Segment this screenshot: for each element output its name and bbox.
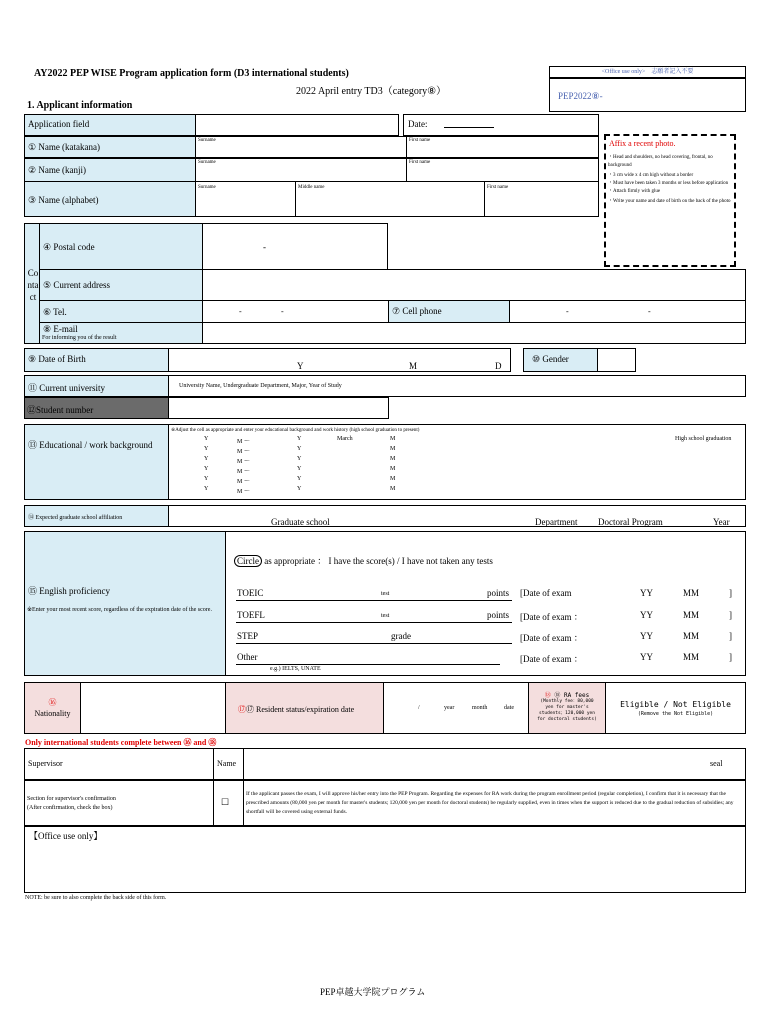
cell-phone-label-cell — [388, 300, 510, 323]
cell-phone-label: ⑦ Cell phone — [392, 306, 442, 316]
test-unit: grade — [391, 631, 411, 641]
tel-dash: - — [239, 307, 242, 316]
date-cell[interactable] — [403, 114, 599, 136]
circle-rest: as appropriate ： I have the score(s) / I have not taken any tests — [262, 556, 493, 566]
resident-slash: / — [418, 705, 420, 711]
circle-instruction — [234, 554, 493, 567]
nationality-number: ⑯ — [48, 698, 57, 707]
test-unit-small: test — [381, 613, 390, 619]
test-yy: YY — [640, 610, 653, 620]
english-label: ⑮ English proficiency — [28, 586, 110, 596]
student-number-field[interactable] — [168, 397, 389, 419]
edu-year-to: Y — [297, 466, 302, 472]
name-katakana-label-cell — [24, 136, 196, 158]
education-label-cell — [24, 424, 169, 500]
email-label-cell — [39, 322, 203, 344]
photo-box[interactable] — [604, 134, 736, 267]
cell-dash: - — [648, 307, 651, 316]
test-unit-small: test — [381, 591, 390, 597]
date-underline — [444, 127, 494, 128]
ra-line: students；120,000 yen — [539, 711, 595, 716]
eligible-field[interactable] — [605, 682, 746, 734]
edu-year-from: Y — [204, 466, 209, 472]
contact-label-cell — [24, 223, 40, 344]
address-field[interactable] — [202, 269, 746, 301]
test-name: STEP — [237, 631, 259, 641]
test-unit: points — [487, 610, 510, 620]
resident-label-cell: ⑰⑰ Resident status/expiration date — [225, 682, 384, 734]
alphabet-middlename-field[interactable] — [295, 181, 485, 217]
edu-month-to: M — [390, 436, 396, 442]
postal-code-field[interactable] — [202, 223, 388, 270]
education-note: ※Adjust the cell as appropriate and enter your educational background and work history (high school graduation to present) — [171, 428, 420, 433]
resident-label: ⑰ Resident status/expiration date — [246, 705, 355, 714]
test-yy: YY — [640, 631, 653, 641]
edu-month-prefix: March — [337, 436, 353, 442]
test-close: ] — [729, 588, 732, 598]
name-kanji-label: ② Name (kanji) — [28, 165, 87, 175]
gender-label-cell — [523, 348, 598, 372]
email-label: ⑧ E-mail — [43, 324, 78, 334]
office-id-box — [549, 78, 746, 112]
test-mm: MM — [683, 610, 700, 620]
english-field[interactable] — [225, 531, 746, 676]
resident-month: month — [472, 705, 488, 711]
photo-line: ・Attach firmly with glue — [608, 189, 661, 194]
name-alphabet-label-cell — [24, 181, 196, 217]
katakana-surname-field[interactable] — [195, 136, 407, 158]
edu-year-from: Y — [204, 436, 209, 442]
supervisor-row — [24, 748, 746, 780]
section-title: 1. Applicant information — [27, 100, 133, 111]
grad-school-label-cell — [24, 505, 169, 527]
other-example: e.g.) IELTS, UNATE — [270, 666, 321, 672]
office-id: PEP2022⑧- — [558, 91, 603, 101]
first-name-label: First name — [487, 185, 509, 190]
edu-note: High school graduation — [675, 436, 732, 442]
middle-name-label: Middle name — [298, 185, 325, 190]
surname-label: Surname — [198, 160, 216, 165]
edu-month-to: M — [390, 456, 396, 462]
divider — [213, 749, 214, 779]
footer-program: PEP卓越大学院プログラム — [320, 987, 426, 997]
dob-month-mark: M — [409, 361, 418, 371]
postal-dash: - — [263, 242, 266, 252]
student-number-label: ⑫Student number — [27, 405, 94, 415]
ra-fees-cell: ⑱ ⑱ RA fees (Monthly fee：80,000 yen for master's students；120,000 yen for doctoral students) — [528, 682, 606, 734]
edu-month-from: M ～ — [237, 479, 250, 485]
office-use-label: 【Office use only】 — [29, 831, 103, 841]
ra-title: ⑱ RA fees — [554, 692, 590, 699]
katakana-firstname-field[interactable] — [406, 136, 599, 158]
postal-code-label: ④ Postal code — [43, 242, 95, 252]
test-date-label: [Date of exam ： — [520, 633, 583, 643]
email-note: For informing you of the result — [42, 335, 117, 341]
tel-dash: - — [281, 307, 284, 316]
international-note: Only international students complete between ⑯ and ⑱ — [25, 738, 217, 747]
education-field[interactable] — [168, 424, 746, 500]
kanji-surname-field[interactable] — [195, 158, 407, 182]
edu-month-from: M ～ — [237, 489, 250, 495]
office-use-note: <Office use only> 志願者記入不要 — [601, 69, 694, 75]
confirmation-label-line: (After confirmation, check the box) — [27, 805, 113, 811]
surname-label: Surname — [198, 185, 216, 190]
gender-field[interactable] — [597, 348, 636, 372]
contact-label: Co nta ct — [27, 268, 39, 302]
tel-field[interactable] — [202, 300, 389, 323]
tel-label: ⑥ Tel. — [43, 307, 67, 317]
english-note: ※Enter your most recent score, regardless of the expiration date of the score. — [27, 607, 212, 613]
edu-year-to: Y — [297, 436, 302, 442]
confirmation-checkbox[interactable]: ☐ — [221, 797, 230, 807]
divider — [213, 781, 214, 825]
edu-month-to: M — [390, 446, 396, 452]
edu-month-from: M ～ — [237, 469, 250, 475]
test-date-label: [Date of exam — [520, 588, 572, 598]
date-label: Date: — [408, 119, 428, 129]
university-field[interactable] — [168, 375, 746, 397]
test-date-label: [Date of exam ： — [520, 612, 583, 622]
tel-label-cell — [39, 300, 203, 323]
confirmation-label — [27, 795, 116, 813]
edu-year-from: Y — [204, 446, 209, 452]
eligible-text: Eligible / Not Eligible — [620, 700, 731, 709]
test-yy: YY — [640, 652, 653, 662]
photo-line: ・3 cm wide x 4 cm high without a border — [608, 173, 694, 178]
supervisor-label: Supervisor — [28, 759, 63, 768]
english-label-cell — [24, 531, 226, 676]
confirmation-text: If the applicant passes the exam, I will approve his/her entry into the PEP Program. Regarding the expenses for RA work during the program enrollment period (regular completion), I confirm that it is necessary that the prescribed amounts (80,000 yen per month for master's students; 120,000 yen per month for doctoral students) be regularly supplied, even in times when the support is reduced due to the gradual reduction of subsidies; any shortfall will be covered using external funds. — [246, 791, 734, 815]
name-kanji-label-cell — [24, 158, 196, 182]
doctoral-program-text: Doctoral Program — [598, 517, 663, 527]
edu-month-from: M ～ — [237, 449, 250, 455]
edu-year-from: Y — [204, 486, 209, 492]
edu-month-to: M — [390, 486, 396, 492]
cell-phone-field[interactable] — [509, 300, 746, 323]
surname-label: Surname — [198, 138, 216, 143]
office-use-box — [24, 826, 746, 893]
edu-year-to: Y — [297, 476, 302, 482]
test-yy: YY — [640, 588, 653, 598]
test-name: Other — [237, 652, 258, 662]
test-name: TOEFL — [237, 610, 265, 620]
ra-line: (Monthly fee：80,000 — [540, 699, 594, 704]
university-label-cell — [24, 375, 169, 397]
confirmation-label-line: Section for supervisor's confirmation — [27, 796, 116, 802]
address-label-cell — [39, 269, 203, 301]
test-score-line[interactable] — [236, 643, 512, 644]
footer-note: NOTE: be sure to also complete the back side of this form. — [25, 895, 167, 901]
education-label: ⑬ Educational / work background — [28, 440, 153, 450]
resident-field[interactable] — [383, 682, 529, 734]
nationality-label: Nationality — [34, 709, 71, 718]
nationality-label-cell — [24, 682, 81, 734]
first-name-label: First name — [409, 138, 431, 143]
photo-line: ・Head and shoulders, no head covering, frontal, no background — [608, 155, 713, 168]
eligible-note: (Remove the Not Eligible) — [637, 711, 714, 717]
test-unit: points — [487, 588, 510, 598]
edu-month-from: M ～ — [237, 459, 250, 465]
dob-label: ⑨ Date of Birth — [28, 354, 86, 364]
photo-title: Affix a recent photo. — [609, 139, 676, 148]
test-close: ] — [729, 631, 732, 641]
year-text: Year — [713, 517, 730, 527]
grad-school-text: Graduate school — [271, 517, 330, 527]
edu-year-to: Y — [297, 456, 302, 462]
resident-year: year — [444, 705, 455, 711]
gender-label: ⑩ Gender — [532, 354, 569, 364]
ra-lines — [529, 699, 605, 723]
alphabet-surname-field[interactable] — [195, 181, 296, 217]
office-use-header — [549, 66, 746, 78]
dob-label-cell — [24, 348, 169, 372]
edu-year-to: Y — [297, 446, 302, 452]
supervisor-name-label: Name — [217, 759, 237, 768]
email-field[interactable] — [202, 322, 746, 344]
edu-month-from: M ～ — [237, 439, 250, 445]
first-name-label: First name — [409, 160, 431, 165]
test-score-line[interactable] — [236, 600, 512, 601]
test-mm: MM — [683, 631, 700, 641]
photo-line: ・Write your name and date of birth on the back of the photo — [608, 199, 731, 204]
edu-month-to: M — [390, 466, 396, 472]
name-alphabet-label: ③ Name (alphabet) — [28, 195, 99, 205]
dob-day-mark: D — [495, 361, 502, 371]
confirmation-row — [24, 780, 746, 826]
grad-school-field[interactable] — [168, 505, 746, 527]
nationality-field[interactable] — [80, 682, 226, 734]
cell-dash: - — [566, 307, 569, 316]
name-katakana-label: ① Name (katakana) — [28, 142, 101, 152]
divider — [243, 781, 244, 825]
postal-code-label-cell — [39, 223, 203, 270]
test-close: ] — [729, 652, 732, 662]
application-field-label: Application field — [28, 119, 90, 129]
department-text: Department — [535, 517, 578, 527]
edu-year-from: Y — [204, 476, 209, 482]
circle-word: Circle — [234, 555, 262, 567]
kanji-firstname-field[interactable] — [406, 158, 599, 182]
form-title: AY2022 PEP WISE Program application form (D3 international students) — [34, 68, 349, 79]
ra-line: yen for master's — [545, 705, 589, 710]
application-field-input[interactable] — [195, 114, 399, 136]
address-label: ⑤ Current address — [43, 280, 111, 290]
dob-year-mark: Y — [297, 361, 304, 371]
test-mm: MM — [683, 588, 700, 598]
application-field-label-cell — [24, 114, 196, 136]
ra-line: for doctoral students) — [537, 717, 597, 722]
university-hint: University Name, Undergraduate Department, Major, Year of Study — [179, 383, 342, 389]
resident-date: date — [504, 705, 514, 711]
entry-category: 2022 April entry TD3（category⑧） — [296, 86, 447, 97]
photo-line: ・Must have been taken 3 months or less before application — [608, 181, 729, 186]
grad-school-label: ⑭ Expected graduate school affiliation — [28, 515, 123, 521]
student-number-label-cell — [24, 397, 169, 419]
alphabet-firstname-field[interactable] — [484, 181, 599, 217]
edu-year-to: Y — [297, 486, 302, 492]
seal-label: seal — [710, 759, 723, 768]
test-score-line[interactable] — [236, 622, 512, 623]
divider — [243, 749, 244, 779]
test-name: TOEIC — [237, 588, 264, 598]
edu-month-to: M — [390, 476, 396, 482]
test-date-label: [Date of exam ： — [520, 654, 583, 664]
dob-field[interactable] — [168, 348, 511, 372]
edu-year-from: Y — [204, 456, 209, 462]
university-label: ⑪ Current university — [28, 383, 105, 393]
photo-instructions — [608, 154, 734, 206]
test-mm: MM — [683, 652, 700, 662]
test-score-line[interactable] — [236, 664, 500, 665]
test-close: ] — [729, 610, 732, 620]
